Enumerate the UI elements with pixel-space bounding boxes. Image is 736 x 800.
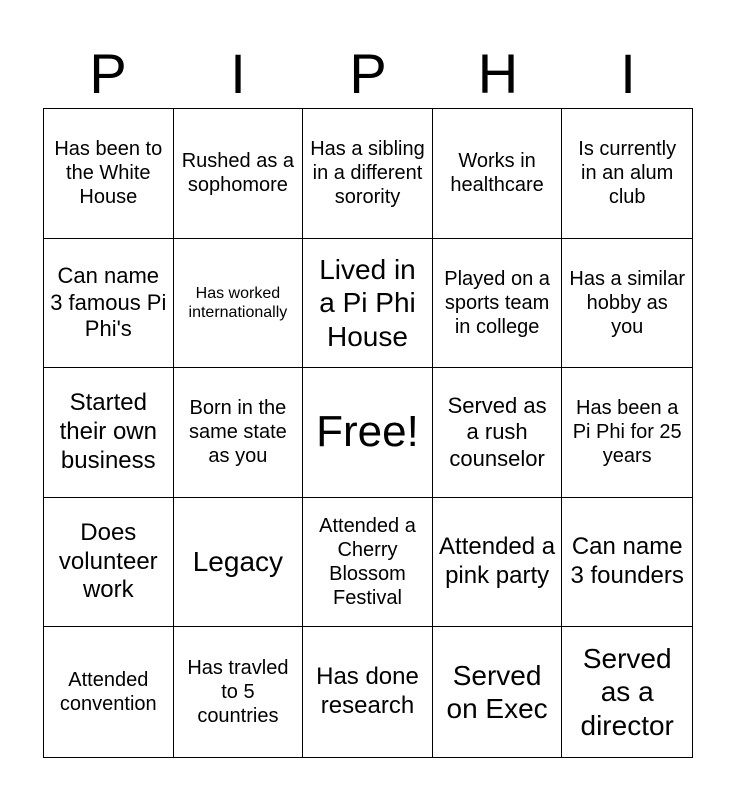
cell-text: Has a similar hobby as you bbox=[569, 267, 685, 338]
bingo-cell[interactable] bbox=[562, 498, 692, 628]
bingo-cell[interactable] bbox=[303, 498, 433, 628]
cell-text: Started their own business bbox=[59, 389, 157, 474]
header-letter-h: H bbox=[477, 42, 519, 105]
bingo-cell[interactable] bbox=[44, 239, 174, 369]
cell-text: Has been to the White House bbox=[54, 138, 163, 209]
bingo-cell[interactable] bbox=[174, 239, 304, 369]
header-letter-i2: I bbox=[620, 42, 636, 105]
cell-text: Has travled to 5 countries bbox=[187, 657, 289, 728]
cell-text: Has worked internationally bbox=[188, 284, 288, 321]
bingo-cell[interactable] bbox=[562, 239, 692, 369]
bingo-cell[interactable] bbox=[433, 498, 563, 628]
cell-text: Born in the same state as you bbox=[188, 397, 287, 468]
cell-text: Served on Exec bbox=[446, 659, 548, 725]
cell-text: Is currently in an alum club bbox=[578, 138, 677, 209]
bingo-cell[interactable] bbox=[174, 498, 304, 628]
bingo-cell[interactable] bbox=[174, 368, 304, 498]
bingo-cell[interactable] bbox=[433, 239, 563, 369]
bingo-cell[interactable] bbox=[562, 368, 692, 498]
header-letter-p2: P bbox=[349, 42, 387, 105]
bingo-cell[interactable] bbox=[433, 109, 563, 239]
cell-text: Free! bbox=[316, 407, 419, 457]
bingo-cell[interactable] bbox=[44, 627, 174, 757]
bingo-cell[interactable] bbox=[303, 627, 433, 757]
cell-text: Can name 3 founders bbox=[570, 533, 684, 590]
bingo-cell[interactable] bbox=[433, 368, 563, 498]
bingo-cell[interactable] bbox=[44, 368, 174, 498]
cell-text: Has been a Pi Phi for 25 years bbox=[572, 397, 682, 468]
cell-text: Works in healthcare bbox=[450, 150, 544, 197]
cell-text: Rushed as a sophomore bbox=[181, 150, 295, 197]
cell-text: Does volunteer work bbox=[58, 518, 158, 604]
cell-text: Attended convention bbox=[59, 669, 157, 716]
cell-text: Served as a rush counselor bbox=[447, 392, 547, 471]
bingo-cell[interactable] bbox=[44, 498, 174, 628]
bingo-cell[interactable] bbox=[174, 109, 304, 239]
bingo-cell[interactable] bbox=[174, 627, 304, 757]
cell-text: Has a sibling in a different sorority bbox=[310, 138, 425, 209]
cell-text: Has done research bbox=[316, 663, 419, 720]
header-letter-p1: P bbox=[89, 42, 127, 105]
cell-text: Played on a sports team in college bbox=[444, 267, 550, 338]
bingo-cell[interactable] bbox=[303, 239, 433, 369]
cell-text: Attended a Cherry Blossom Festival bbox=[319, 515, 416, 610]
cell-text: Legacy bbox=[192, 546, 284, 578]
free-cell[interactable] bbox=[303, 368, 433, 498]
bingo-cell[interactable] bbox=[433, 627, 563, 757]
bingo-cell[interactable] bbox=[303, 109, 433, 239]
header-letter-i1: I bbox=[230, 42, 246, 105]
cell-text: Lived in a Pi Phi House bbox=[319, 253, 416, 352]
bingo-board bbox=[43, 108, 693, 758]
cell-text: Can name 3 famous Pi Phi's bbox=[50, 263, 167, 342]
bingo-cell[interactable] bbox=[562, 627, 692, 757]
bingo-cell[interactable] bbox=[44, 109, 174, 239]
cell-text: Served as a director bbox=[580, 642, 674, 741]
bingo-cell[interactable] bbox=[562, 109, 692, 239]
cell-text: Attended a pink party bbox=[439, 533, 556, 590]
bingo-header bbox=[43, 40, 693, 108]
